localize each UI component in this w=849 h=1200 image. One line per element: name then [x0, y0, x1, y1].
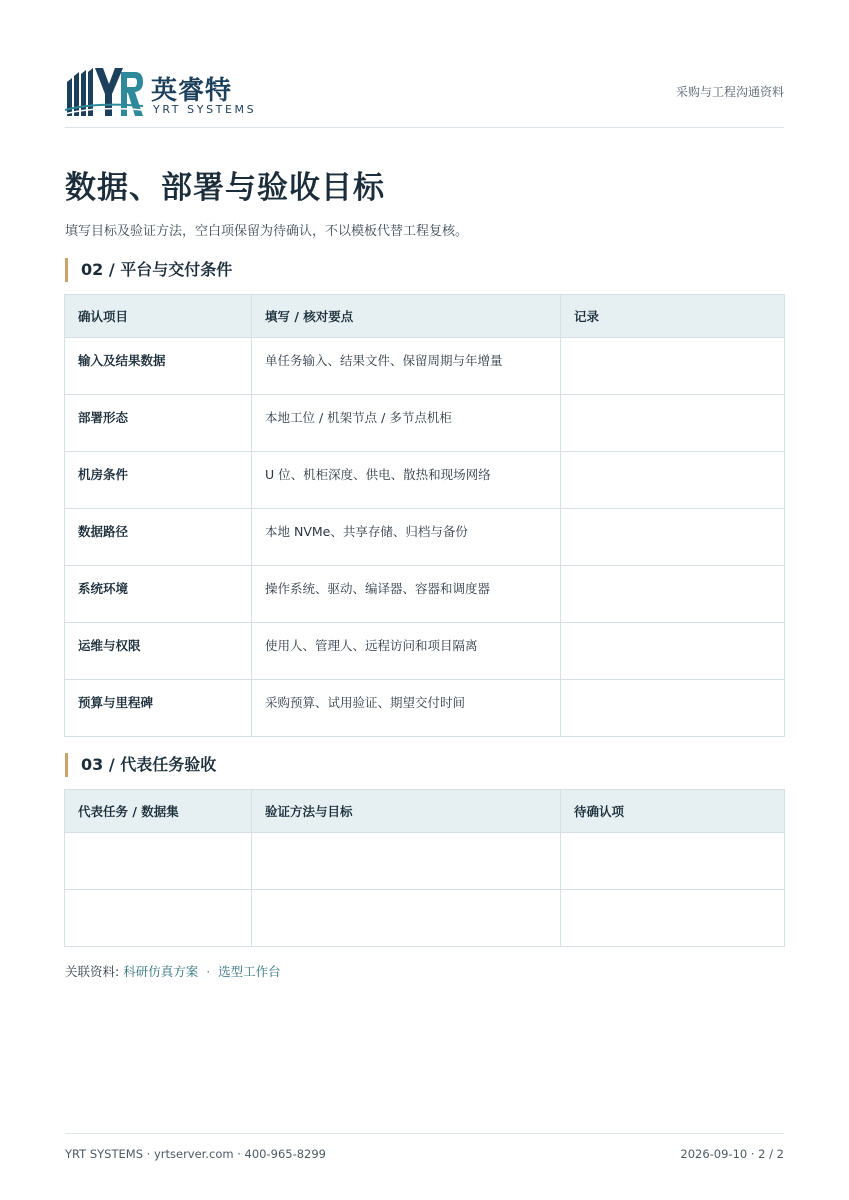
task-field[interactable] — [65, 833, 252, 890]
row-points: U 位、机柜深度、供电、散热和现场网络 — [252, 452, 561, 509]
record-field[interactable] — [561, 680, 785, 737]
row-points: 操作系统、驱动、编译器、容器和调度器 — [252, 566, 561, 623]
link-selection-workbench[interactable]: 选型工作台 — [218, 964, 281, 979]
yrt-logo-icon — [65, 66, 143, 118]
row-points: 单任务输入、结果文件、保留周期与年增量 — [252, 338, 561, 395]
section-title-platform: 02 / 平台与交付条件 — [65, 258, 232, 282]
link-research-simulation[interactable]: 科研仿真方案 — [123, 964, 199, 979]
row-points: 本地 NVMe、共享存储、归档与备份 — [252, 509, 561, 566]
row-points: 本地工位 / 机架节点 / 多节点机柜 — [252, 395, 561, 452]
table-header-row — [65, 295, 785, 338]
table-row — [65, 452, 785, 509]
column-header: 代表任务 / 数据集 — [65, 790, 252, 833]
footer-contact: YRT SYSTEMS · yrtserver.com · 400-965-8299 — [65, 1147, 327, 1161]
table-row — [65, 509, 785, 566]
record-field[interactable] — [561, 395, 785, 452]
page-footer — [65, 1133, 784, 1161]
row-item: 输入及结果数据 — [65, 338, 252, 395]
row-item: 数据路径 — [65, 509, 252, 566]
record-field[interactable] — [561, 566, 785, 623]
section-title-acceptance: 03 / 代表任务验收 — [65, 753, 216, 777]
pending-field[interactable] — [561, 890, 785, 947]
table-row — [65, 623, 785, 680]
related-label: 关联资料: — [65, 964, 120, 979]
column-header: 待确认项 — [561, 790, 785, 833]
row-item: 预算与里程碑 — [65, 680, 252, 737]
row-item: 部署形态 — [65, 395, 252, 452]
table-row — [65, 566, 785, 623]
logo-english-name: YRT SYSTEMS — [153, 103, 257, 116]
pending-field[interactable] — [561, 833, 785, 890]
acceptance-table — [64, 789, 785, 947]
method-field[interactable] — [252, 833, 561, 890]
row-points: 采购预算、试用验证、期望交付时间 — [252, 680, 561, 737]
table-row — [65, 395, 785, 452]
page-title: 数据、部署与验收目标 — [65, 170, 385, 206]
table-row — [65, 338, 785, 395]
table-header-row — [65, 790, 785, 833]
row-item: 机房条件 — [65, 452, 252, 509]
column-header: 记录 — [561, 295, 785, 338]
related-resources — [65, 962, 281, 980]
column-header: 填写 / 核对要点 — [252, 295, 561, 338]
record-field[interactable] — [561, 452, 785, 509]
row-item: 运维与权限 — [65, 623, 252, 680]
task-field[interactable] — [65, 890, 252, 947]
table-row — [65, 833, 785, 890]
record-field[interactable] — [561, 623, 785, 680]
column-header: 确认项目 — [65, 295, 252, 338]
platform-conditions-table — [64, 294, 785, 737]
link-separator: · — [206, 964, 211, 979]
page-subtitle: 填写目标及验证方法，空白项保留为待确认，不以模板代替工程复核。 — [65, 224, 469, 239]
table-row — [65, 890, 785, 947]
column-header: 验证方法与目标 — [252, 790, 561, 833]
record-field[interactable] — [561, 509, 785, 566]
table-row — [65, 680, 785, 737]
logo-chinese-name: 英睿特 — [151, 76, 233, 106]
row-item: 系统环境 — [65, 566, 252, 623]
row-points: 使用人、管理人、远程访问和项目隔离 — [252, 623, 561, 680]
page-header — [65, 66, 784, 128]
doc-category: 采购与工程沟通资料 — [675, 85, 784, 99]
method-field[interactable] — [252, 890, 561, 947]
record-field[interactable] — [561, 338, 785, 395]
footer-date-page: 2026-09-10 · 2 / 2 — [680, 1147, 784, 1161]
